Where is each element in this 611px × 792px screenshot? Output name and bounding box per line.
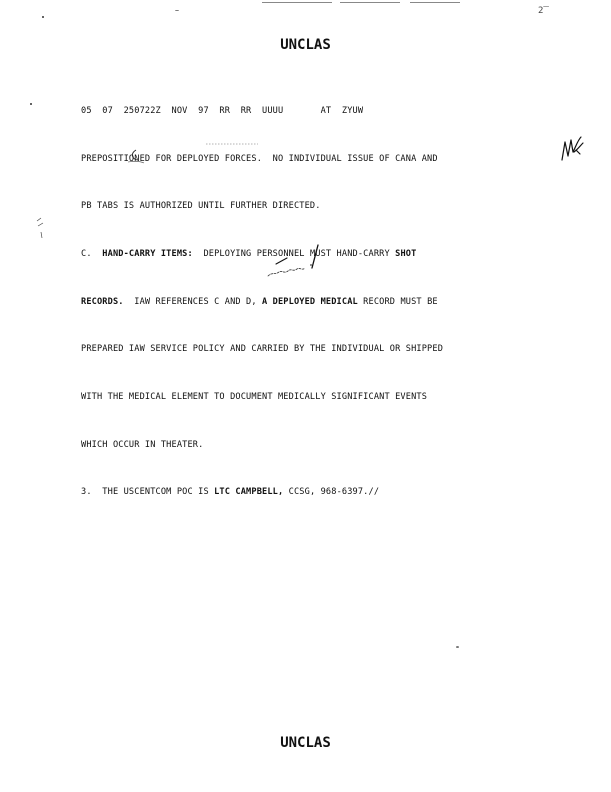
body-line-6: WITH THE MEDICAL ELEMENT TO DOCUMENT MEDICALLY SIGNIFICANT EVENTS xyxy=(81,392,428,403)
handwritten-signature-icon xyxy=(268,268,305,276)
classification-bottom: UNCLAS xyxy=(280,735,331,751)
body-line-7: WHICH OCCUR IN THEATER. xyxy=(81,439,204,450)
deployed-medical-text: A DEPLOYED MEDICAL xyxy=(262,296,358,307)
record-must-be-text: RECORD MUST BE xyxy=(357,296,438,307)
page-number: 2̅̅̅ xyxy=(538,6,545,16)
slash-mark xyxy=(276,258,287,264)
slash-mark xyxy=(312,245,318,268)
references-text: IAW REFERENCES C AND D, xyxy=(123,296,263,307)
body-line-1: PREPOSITIONED FOR DEPLOYED FORCES. NO INDIVIDUAL ISSUE OF CANA AND xyxy=(81,153,438,164)
paragraph-c-shot: SHOT xyxy=(395,248,417,259)
records-label: RECORDS. xyxy=(81,296,124,307)
poc-prefix: 3. THE USCENTCOM POC IS xyxy=(81,487,215,498)
handwritten-underline-mark xyxy=(128,161,144,163)
paragraph-c-text: DEPLOYING PERSONNEL MUST HAND-CARRY xyxy=(192,248,396,259)
margin-tick-mark xyxy=(37,218,43,238)
initials-signature-icon xyxy=(562,137,583,160)
handwritten-bracket-mark xyxy=(132,150,137,160)
body-line-2: PB TABS IS AUTHORIZED UNTIL FURTHER DIRECTED. xyxy=(81,201,321,212)
classification-top: UNCLAS xyxy=(280,37,331,53)
poc-name: LTC CAMPBELL, xyxy=(214,487,284,498)
paragraph-c-prefix: C. xyxy=(81,248,103,259)
paragraph-c-heading: HAND-CARRY ITEMS: xyxy=(102,248,193,259)
message-header-line: 05 07 250722Z NOV 97 RR RR UUUU AT ZYUW xyxy=(81,105,364,116)
body-line-5: PREPARED IAW SERVICE POLICY AND CARRIED BY THE INDIVIDUAL OR SHIPPED xyxy=(81,344,444,355)
signature-dot xyxy=(310,264,312,266)
poc-contact: CCSG, 968-6397.// xyxy=(283,487,380,498)
